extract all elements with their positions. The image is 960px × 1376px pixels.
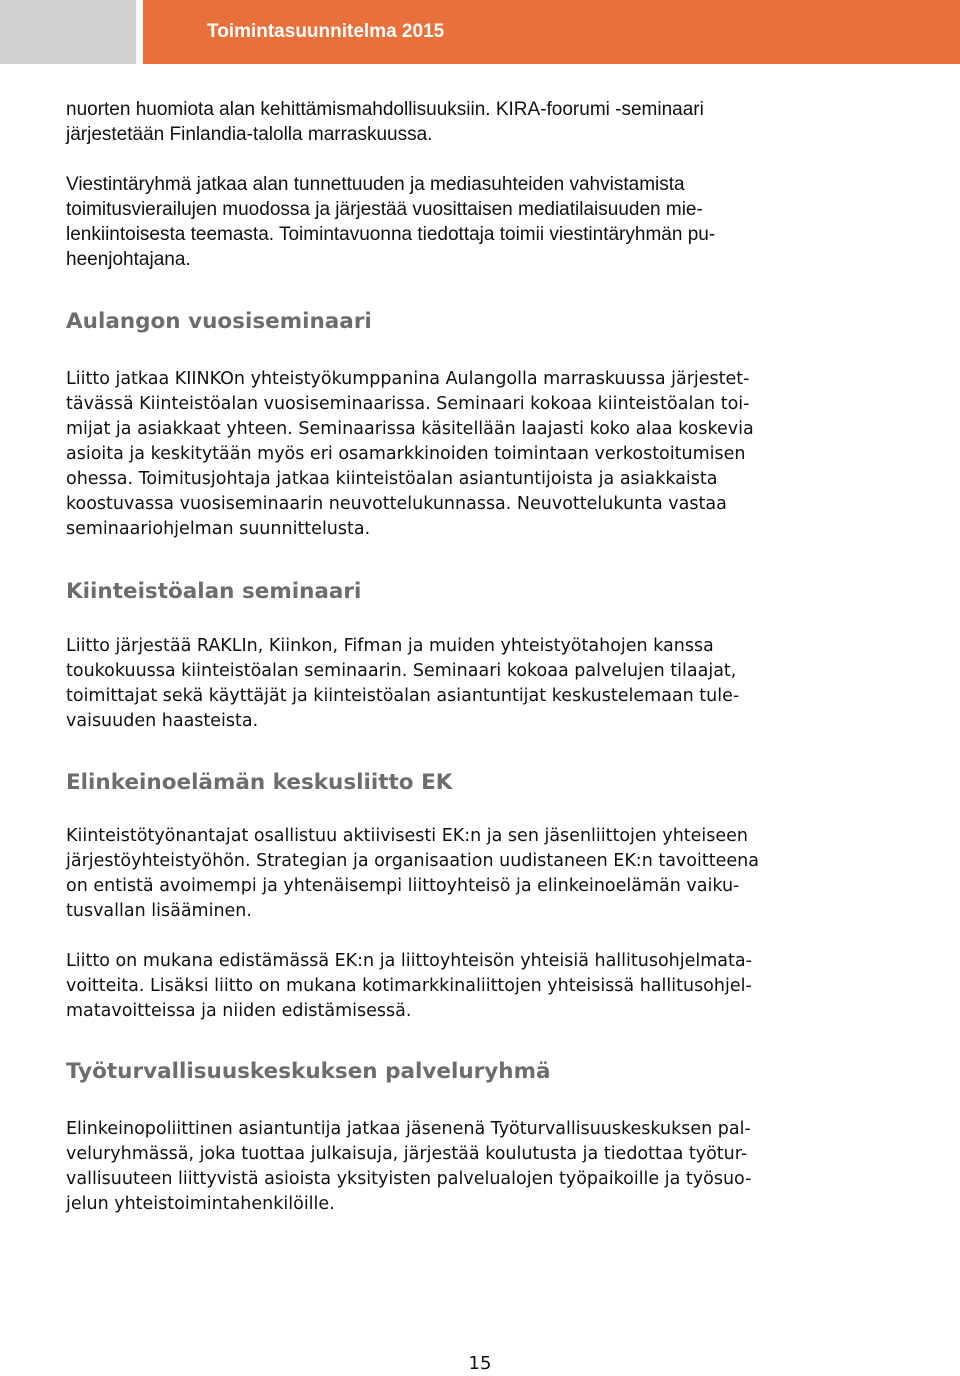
text-line: tusvallan lisääminen. bbox=[66, 901, 252, 921]
text-line: voitteita. Lisäksi liitto on mukana kotimarkkinaliittojen yhteisissä hallitusohjel- bbox=[66, 976, 752, 996]
text-line: mijat ja asiakkaat yhteen. Seminaarissa käsitellään laajasti koko alaa koskevia bbox=[66, 419, 754, 439]
text-line: koostuvassa vuosiseminaarin neuvottelukunnassa. Neuvottelukunta vastaa bbox=[66, 494, 727, 514]
text-line: heenjohtajana. bbox=[66, 249, 191, 270]
text-line: toimittajat sekä käyttäjät ja kiinteistöalan asiantuntijat keskustelemaan tule- bbox=[66, 686, 740, 706]
text-line: matavoitteissa ja niiden edistämisessä. bbox=[66, 1001, 412, 1021]
text-line: tävässä Kiinteistöalan vuosiseminaarissa. Seminaari kokoaa kiinteistöalan toi- bbox=[66, 394, 750, 414]
text-line: vallisuuteen liittyvistä asioista yksityisten palvelualojen työpaikoille ja työsuo- bbox=[66, 1169, 752, 1189]
text-line: vaisuuden haasteista. bbox=[66, 711, 259, 731]
header-grey-block bbox=[0, 0, 136, 64]
text-line: Liitto jatkaa KIINKOn yhteistyökumppanina Aulangolla marraskuussa järjestet- bbox=[66, 369, 750, 389]
text-line: toukokuussa kiinteistöalan seminaarin. Seminaari kokoaa palvelujen tilaajat, bbox=[66, 661, 737, 681]
text-line: Viestintäryhmä jatkaa alan tunnettuuden ja mediasuhteiden vahvistamista bbox=[66, 174, 685, 195]
page-number: 15 bbox=[468, 1353, 492, 1374]
section-paragraph bbox=[66, 949, 896, 1024]
section-paragraph bbox=[66, 367, 896, 542]
text-line: ohessa. Toimitusjohtaja jatkaa kiinteistöalan asiantuntijoista ja asiakkaista bbox=[66, 469, 718, 489]
text-line: on entistä avoimempi ja yhtenäisempi liittoyhteisö ja elinkeinoelämän vaiku- bbox=[66, 876, 740, 896]
text-line: jelun yhteistoimintahenkilöille. bbox=[66, 1194, 335, 1214]
page-content bbox=[66, 97, 896, 1217]
section-heading-aulangon-vuosiseminaari: Aulangon vuosiseminaari bbox=[66, 309, 372, 334]
text-line: Elinkeinopoliittinen asiantuntija jatkaa jäsenenä Työturvallisuuskeskuksen pal- bbox=[66, 1119, 751, 1139]
text-line: seminaariohjelman suunnittelusta. bbox=[66, 519, 371, 539]
section-paragraph bbox=[66, 824, 896, 924]
text-line: veluryhmässä, joka tuottaa julkaisuja, järjestää koulutusta ja tiedottaa työtur- bbox=[66, 1144, 748, 1164]
section-heading-elinkeinoelaman-keskusliitto: Elinkeinoelämän keskusliitto EK bbox=[66, 770, 453, 795]
text-line: lenkiintoisesta teemasta. Toimintavuonna tiedottaja toimii viestintäryhmän pu- bbox=[66, 224, 716, 245]
section-heading-kiinteistoalan-seminaari: Kiinteistöalan seminaari bbox=[66, 579, 362, 604]
text-line: Liitto järjestää RAKLIn, Kiinkon, Fifman ja muiden yhteistyötahojen kanssa bbox=[66, 636, 714, 656]
intro-paragraph bbox=[66, 97, 896, 147]
document-title: Toimintasuunnitelma 2015 bbox=[207, 21, 445, 42]
text-line: nuorten huomiota alan kehittämismahdollisuuksiin. KIRA-foorumi -seminaari bbox=[66, 99, 704, 120]
text-line: Liitto on mukana edistämässä EK:n ja liittoyhteisön yhteisiä hallitusohjelmata- bbox=[66, 951, 752, 971]
text-line: toimitusvierailujen muodossa ja järjestää vuosittaisen mediatilaisuuden mie- bbox=[66, 199, 703, 220]
section-heading-tyoturvallisuuskeskus: Työturvallisuuskeskuksen palveluryhmä bbox=[66, 1059, 551, 1084]
viestinta-paragraph bbox=[66, 172, 896, 272]
section-paragraph bbox=[66, 634, 896, 734]
text-line: Kiinteistötyönantajat osallistuu aktiivisesti EK:n ja sen jäsenliittojen yhteiseen bbox=[66, 826, 749, 846]
text-line: asioita ja keskitytään myös eri osamarkkinoiden toimintaan verkostoitumisen bbox=[66, 444, 746, 464]
text-line: järjestöyhteistyöhön. Strategian ja organisaation uudistaneen EK:n tavoitteena bbox=[66, 851, 759, 871]
section-paragraph bbox=[66, 1117, 896, 1217]
text-line: järjestetään Finlandia-talolla marraskuussa. bbox=[66, 124, 433, 145]
